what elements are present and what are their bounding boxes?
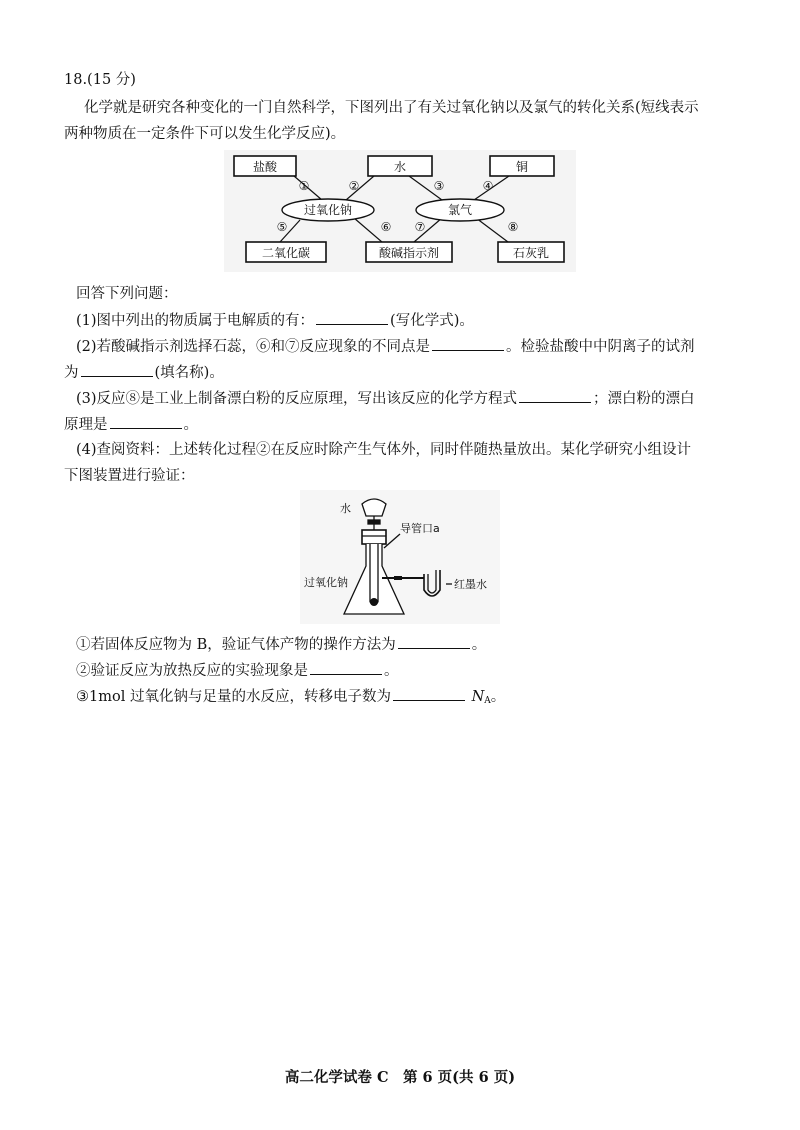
sub3-suffix: 。 [490, 689, 506, 705]
answer-prompt: 回答下列问题： [76, 286, 178, 302]
label-7: ⑦ [414, 220, 426, 234]
sub2-suffix: 。 [384, 663, 399, 679]
box-indicator: 酸碱指示剂 [378, 246, 440, 260]
intro-line-1: 化学就是研究各种变化的一门自然科学，下图列出了有关过氧化钠以及氯气的转化关系(短线表示 [84, 100, 699, 116]
label-tube-mouth: 导管口a [400, 522, 440, 535]
label-water: 水 [340, 502, 351, 515]
q3-line-2 [64, 414, 198, 435]
label-6: ⑥ [380, 220, 392, 234]
label-1: ① [298, 179, 310, 193]
ellipse-na2o2: 过氧化钠 [303, 203, 353, 217]
na2o2-solid [370, 598, 378, 606]
q2-mid: 。检验盐酸中中阴离子的试剂 [506, 339, 695, 355]
sub3-blank[interactable] [393, 686, 465, 701]
label-2: ② [348, 179, 360, 193]
q2-text: (2)若酸碱指示剂选择石蕊，⑥和⑦反应现象的不同点是 [76, 339, 431, 355]
label-na2o2: 过氧化钠 [304, 576, 348, 589]
q4-line-1: (4)查阅资料：上述转化过程②在反应时除产生气体外，同时伴随热量放出。某化学研究小组设计 [76, 442, 692, 458]
q2-line-1 [76, 336, 695, 357]
sub2-blank[interactable] [310, 660, 382, 675]
label-red-ink: 红墨水 [454, 578, 487, 591]
sub3-na: N [471, 689, 485, 705]
q1-suffix: (写化学式)。 [390, 313, 474, 329]
reaction-diagram [224, 150, 576, 272]
label-8: ⑧ [507, 220, 519, 234]
apparatus-diagram [300, 490, 500, 624]
q3-mid: ；漂白粉的漂白 [593, 391, 695, 407]
q2-suffix: (填名称)。 [154, 365, 224, 381]
q2-blank-1[interactable] [432, 336, 504, 351]
box-water: 水 [393, 160, 407, 174]
q3-suffix: 。 [183, 417, 198, 433]
box-limewater: 石灰乳 [512, 246, 550, 260]
box-co2: 二氧化碳 [261, 246, 311, 260]
sub1 [76, 634, 486, 655]
sub1-suffix: 。 [471, 637, 487, 653]
q3-blank-1[interactable] [519, 388, 591, 403]
q3-text: (3)反应⑧是工业上制备漂白粉的反应原理，写出该反应的化学方程式 [76, 391, 518, 407]
page-footer: 高二化学试卷 C 第 6 页(共 6 页) [284, 1069, 516, 1086]
sub1-text: ①若固体反应物为 B，验证气体产物的操作方法为 [76, 637, 396, 653]
box-copper: 铜 [515, 160, 529, 174]
sub3 [76, 686, 505, 711]
label-3: ③ [433, 179, 445, 193]
q2-prefix: 为 [64, 365, 79, 381]
q3-blank-2[interactable] [110, 414, 182, 429]
sub1-blank[interactable] [398, 634, 470, 649]
box-hcl: 盐酸 [252, 160, 278, 174]
q4-line-2: 下图装置进行验证： [64, 468, 195, 484]
sub3-na-sub: A [484, 696, 491, 706]
sub3-text: ③1mol 过氧化钠与足量的水反应，转移电子数为 [76, 689, 391, 705]
q2-blank-2[interactable] [81, 362, 153, 377]
q1 [76, 310, 474, 331]
q3-line-1 [76, 388, 695, 409]
funnel-bulb [362, 499, 386, 516]
ellipse-cl2: 氯气 [447, 203, 473, 217]
q1-text: (1)图中列出的物质属于电解质的有： [76, 313, 315, 329]
q2-line-2 [64, 362, 224, 383]
label-4: ④ [482, 179, 494, 193]
intro-line-2: 两种物质在一定条件下可以发生化学反应)。 [64, 126, 346, 142]
q1-blank[interactable] [316, 310, 388, 325]
label-5: ⑤ [276, 220, 288, 234]
q3-prefix: 原理是 [64, 417, 108, 433]
sub2 [76, 660, 399, 681]
question-number: 18.(15 分) [64, 72, 136, 88]
sub2-text: ②验证反应为放热反应的实验现象是 [76, 663, 308, 679]
